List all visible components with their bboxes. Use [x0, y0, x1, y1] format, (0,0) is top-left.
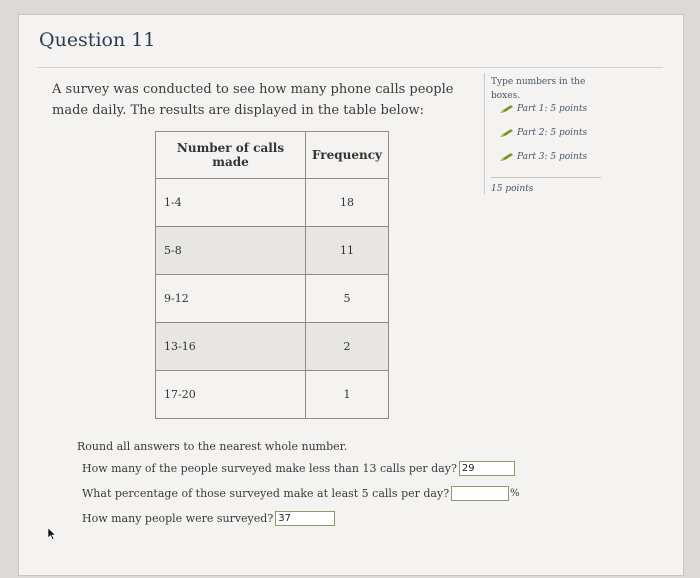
calls-cell: 13-16: [156, 323, 306, 371]
question-line-3: [82, 511, 335, 526]
part-label: Part 2: 5 points: [517, 128, 588, 138]
question-prompt: A survey was conducted to see how many phone calls people made daily. The results are displayed in the table below:: [52, 82, 454, 118]
rounding-instructions: Round all answers to the nearest whole number.: [77, 440, 348, 453]
frequency-cell: 18: [306, 179, 389, 227]
frequency-cell: 5: [306, 275, 389, 323]
answer-2-input[interactable]: [451, 486, 509, 501]
table-header-row: [156, 132, 389, 179]
pencil-icon: [499, 104, 515, 114]
calls-cell: 9-12: [156, 275, 306, 323]
frequency-cell: 11: [306, 227, 389, 275]
question-line-1: [82, 461, 515, 476]
question-3-text: How many people were surveyed?: [82, 512, 274, 525]
answer-3-input[interactable]: [275, 511, 335, 526]
question-title: Question 11: [39, 29, 156, 51]
calls-cell: 17-20: [156, 371, 306, 419]
part-2: [491, 121, 601, 145]
column-header-calls: Number of calls made: [156, 132, 306, 179]
pencil-icon: [499, 152, 515, 162]
mouse-cursor-icon: [48, 528, 56, 540]
part-label: Part 1: 5 points: [517, 104, 588, 114]
column-header-frequency: Frequency: [306, 132, 389, 179]
percent-unit: %: [510, 488, 520, 499]
table-row: [156, 227, 389, 275]
part-label: Part 3: 5 points: [517, 152, 588, 162]
frequency-cell: 2: [306, 323, 389, 371]
type-hint: Type numbers in the boxes.: [491, 77, 586, 101]
points-sidebar: [484, 73, 601, 194]
table-row: [156, 275, 389, 323]
pencil-icon: [499, 128, 515, 138]
table-row: [156, 371, 389, 419]
question-card: [18, 14, 684, 576]
table-row: [156, 323, 389, 371]
header-divider: [37, 67, 663, 68]
question-2-text: What percentage of those surveyed make at least 5 calls per day?: [82, 487, 450, 500]
table-row: [156, 179, 389, 227]
question-1-text: How many of the people surveyed make less than 13 calls per day?: [82, 462, 457, 475]
frequency-cell: 1: [306, 371, 389, 419]
answer-1-input[interactable]: [459, 461, 515, 476]
calls-cell: 5-8: [156, 227, 306, 275]
total-points: 15 points: [491, 177, 601, 194]
calls-cell: 1-4: [156, 179, 306, 227]
question-line-2: [82, 486, 520, 501]
frequency-table: [155, 131, 389, 419]
part-3: [491, 145, 601, 169]
